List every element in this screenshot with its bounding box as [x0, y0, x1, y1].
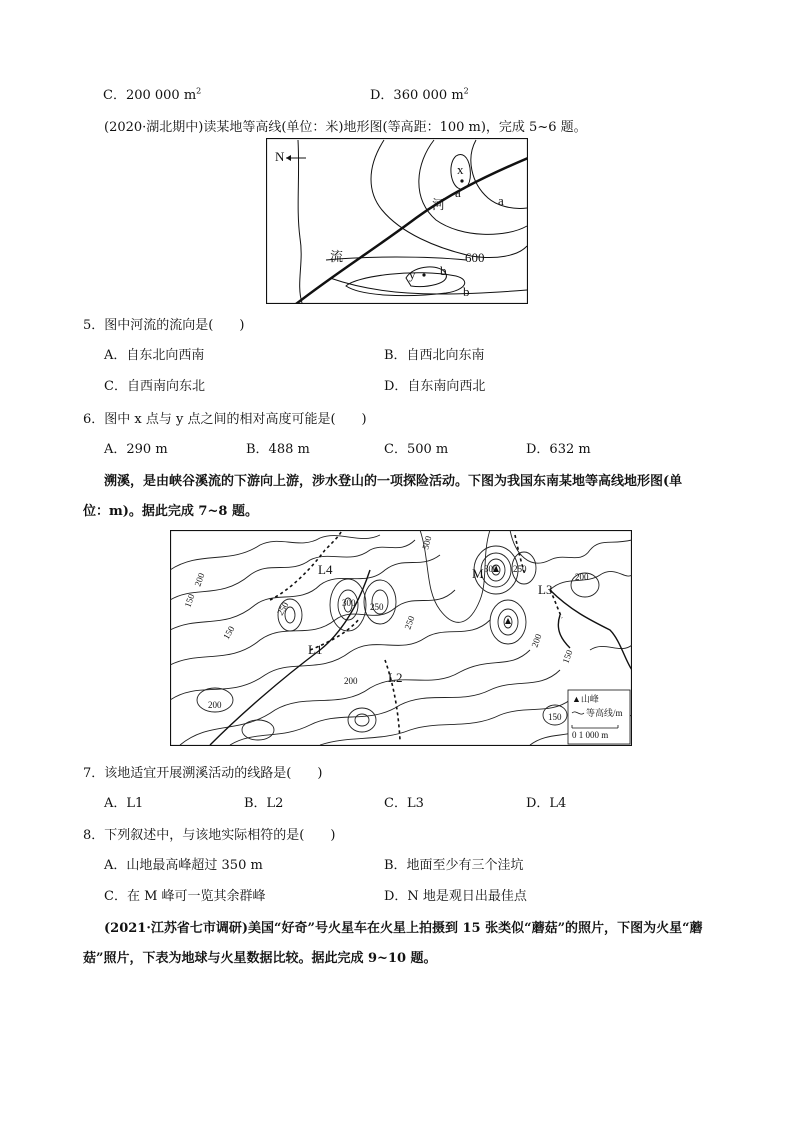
intro-5-6: (2020·湖北期中)读某地等高线(单位：米)地形图(等高距：100 m)，完成 5~6 题。 [104, 120, 587, 135]
route-l3-label: L3 [538, 582, 553, 597]
contour-label: 250 [275, 600, 291, 617]
peak-m-label: M [472, 566, 484, 581]
intro-7-8-line1: 溯溪，是由峡谷溪流的下游向上游，涉水登山的一项探险活动。下图为我国东南某地等高线地形图(单 [104, 474, 683, 489]
contour-label: 200 [192, 571, 207, 588]
intro-9-10-line2: 菇”照片，下表为地球与火星数据比较。据此完成 9~10 题。 [83, 951, 437, 966]
legend-peak: ▲山峰 [572, 694, 599, 704]
q8-option-c[interactable]: C．在 M 峰可一览其余群峰 [104, 889, 266, 904]
q8-stem: 8．下列叙述中，与该地实际相符的是( ) [83, 828, 336, 843]
q7-option-d[interactable]: D．L4 [526, 796, 567, 811]
contour-label: 500 [420, 534, 434, 551]
contour-600-label: 600 [465, 250, 485, 265]
q5-option-c[interactable]: C．自西南向东北 [104, 379, 205, 394]
q7-option-c[interactable]: C．L3 [384, 796, 424, 811]
q6-option-c[interactable]: C．500 m [384, 442, 449, 457]
contour-label: 300 [342, 598, 356, 608]
legend-contour: 等高线/m [586, 708, 623, 718]
q8-option-d[interactable]: D．N 地是观日出最佳点 [384, 889, 527, 904]
river-char-1: 河 [432, 197, 446, 212]
intro-9-10-line1: (2021·江苏省七市调研)美国“好奇”号火星车在火星上拍摄到 15 张类似“蘑菇”的照片，下图为火星“蘑 [104, 921, 703, 936]
contour-label: 150 [221, 624, 237, 641]
q6-stem: 6．图中 x 点与 y 点之间的相对高度可能是( ) [83, 412, 367, 427]
q5-option-b[interactable]: B．自西北向东南 [384, 348, 485, 363]
contour-b-label-2: b [463, 284, 470, 299]
contour-a-label-2: a [498, 193, 504, 208]
contour-label: 250 [402, 614, 417, 631]
contour-map-1 [266, 138, 528, 304]
contour-map-2 [170, 530, 632, 746]
contour-label: 200 [575, 572, 589, 582]
q7-stem: 7．该地适宜开展溯溪活动的线路是( ) [83, 766, 323, 781]
point-x-label: x [457, 162, 464, 177]
route-l1-label: L1 [308, 642, 323, 657]
contour-a-label-1: a [455, 185, 461, 200]
q5-option-a[interactable]: A．自东北向西南 [104, 348, 205, 363]
q7-option-a[interactable]: A．L1 [104, 796, 144, 811]
q6-option-d[interactable]: D．632 m [526, 442, 591, 457]
q6-option-b[interactable]: B．488 m [246, 442, 310, 457]
contour-label: 250 [513, 564, 527, 574]
q5-stem: 5．图中河流的流向是( ) [83, 318, 245, 333]
q5-option-d[interactable]: D．自东南向西北 [384, 379, 486, 394]
contour-b-label-1: b [440, 263, 447, 278]
option-c-prev: C．200 000 $m^2$ [103, 86, 202, 103]
contour-label: 300 [484, 564, 498, 574]
q8-option-b[interactable]: B．地面至少有三个洼坑 [384, 858, 524, 873]
intro-7-8-line2: 位：m)。据此完成 7~8 题。 [83, 504, 258, 519]
route-l4-label: L4 [318, 562, 333, 577]
contour-label: 250 [370, 602, 384, 612]
route-l2-label: L2 [388, 670, 403, 685]
legend-scale: 0 1 000 m [572, 730, 609, 740]
contour-label: 150 [182, 592, 197, 609]
north-label: N [275, 149, 285, 164]
contour-label: 200 [529, 632, 544, 649]
q7-option-b[interactable]: B．L2 [244, 796, 284, 811]
point-y-label: y [409, 267, 416, 282]
contour-label: 200 [344, 676, 358, 686]
contour-label: 150 [548, 712, 562, 722]
contour-label: 200 [208, 700, 222, 710]
river-char-2: 流 [330, 249, 344, 264]
q8-option-a[interactable]: A．山地最高峰超过 350 m [104, 858, 263, 873]
contour-label: 150 [560, 648, 575, 665]
q6-option-a[interactable]: A．290 m [104, 442, 168, 457]
option-d-prev: D．360 000 $m^2$ [370, 86, 469, 103]
